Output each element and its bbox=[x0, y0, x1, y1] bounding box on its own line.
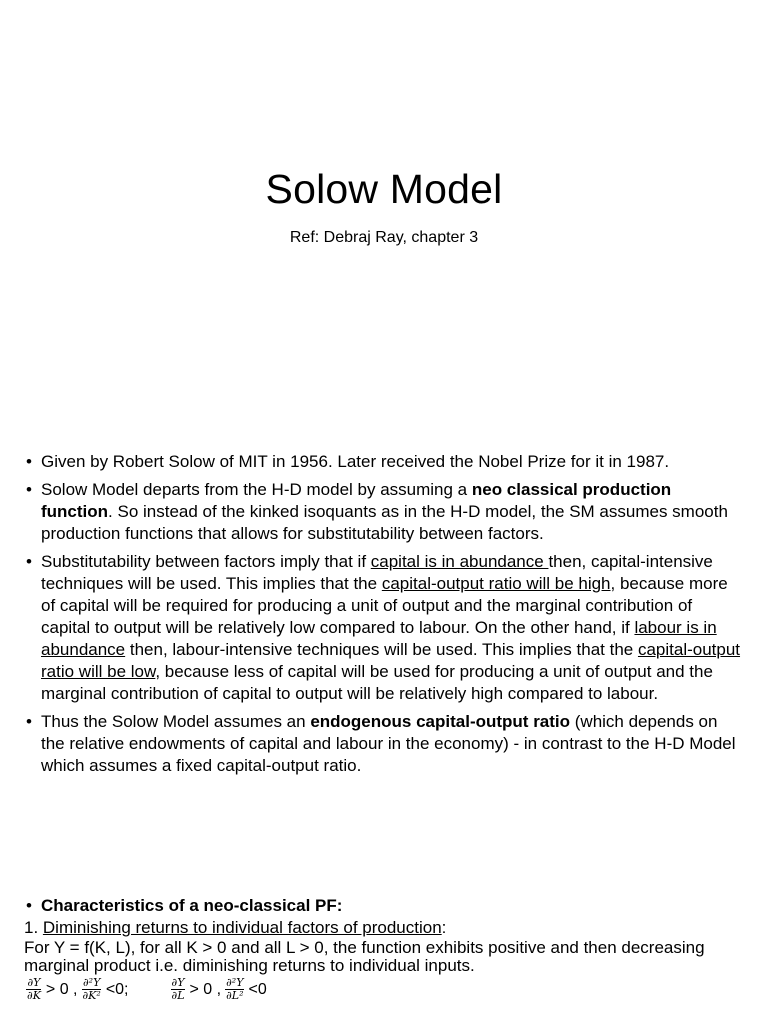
bold-text: neo classical production function bbox=[41, 480, 672, 521]
section-heading: • Characteristics of a neo-classical PF: bbox=[24, 895, 754, 917]
fraction: $\frac{\text{∂²Y}}{\text{∂K²}}$ bbox=[82, 976, 101, 1002]
bold-text: endogenous capital-output ratio bbox=[310, 712, 571, 731]
fraction: $\frac{\text{∂²Y}}{\text{∂L²}}$ bbox=[226, 976, 244, 1002]
fraction: $\frac{\partial Y}{\partial K}$ bbox=[27, 976, 41, 1002]
slide-title: Solow Model bbox=[265, 166, 503, 212]
bullet-1: • Given by Robert Solow of MIT in 1956. Later received the Nobel Prize for it in 1987. bbox=[24, 451, 742, 473]
underlined-text: labour is in abundance bbox=[41, 618, 717, 659]
slide-subtitle: Ref: Debraj Ray, chapter 3 bbox=[289, 229, 479, 246]
bullet-3: • Substitutability between factors imply that if capital is in abundance then, capital-intensive techniques will be used. This implies that the capital-output ratio will be high, because more of capital will be required for producing a unit of output and the marginal contribution of capital to output will be relatively low compared to labour. On the other hand, if labour is in abundance then, labour-intensive techniques will be used. This implies that the capital-output ratio will be low, because less of capital will be used for producing a unit of output and the marginal contribution of capital to output will be relatively high compared to labour. bbox=[24, 551, 742, 705]
slide-characteristics bbox=[24, 895, 754, 1002]
slide-bullets bbox=[24, 451, 742, 783]
bullet-4: • Thus the Solow Model assumes an endogenous capital-output ratio (which depends on the relative endowments of capital and labour in the economy) - in contrast to the H-D Model which assumes a fixed capital-output ratio. bbox=[24, 711, 742, 777]
underlined-text: capital is in abundance bbox=[370, 552, 549, 571]
underlined-text: capital-output ratio will be low bbox=[41, 640, 741, 681]
underlined-text: capital-output ratio will be high bbox=[381, 574, 611, 593]
item-heading: 1. Diminishing returns to individual factors of production: bbox=[24, 918, 447, 937]
equation-row: $\frac{\partial Y}{\partial K}$ > 0 , $\frac{\text{∂²Y}}{\text{∂K²}}$ <0; $\frac{\partial Y}{\partial L}$ > 0 , $\frac{\text{∂²Y}}{\text{∂L²}}$ <0 bbox=[27, 976, 267, 1002]
bullet-2: • Solow Model departs from the H-D model by assuming a neo classical production function. So instead of the kinked isoquants as in the H-D model, the SM assumes smooth production functions that allows for substitutability between factors. bbox=[24, 479, 742, 545]
item-body: For Y = f(K, L), for all K > 0 and all L > 0, the function exhibits positive and then decreasing marginal product i.e. diminishing returns to individual inputs. bbox=[24, 938, 705, 975]
fraction: $\frac{\partial Y}{\partial L}$ bbox=[171, 976, 185, 1002]
